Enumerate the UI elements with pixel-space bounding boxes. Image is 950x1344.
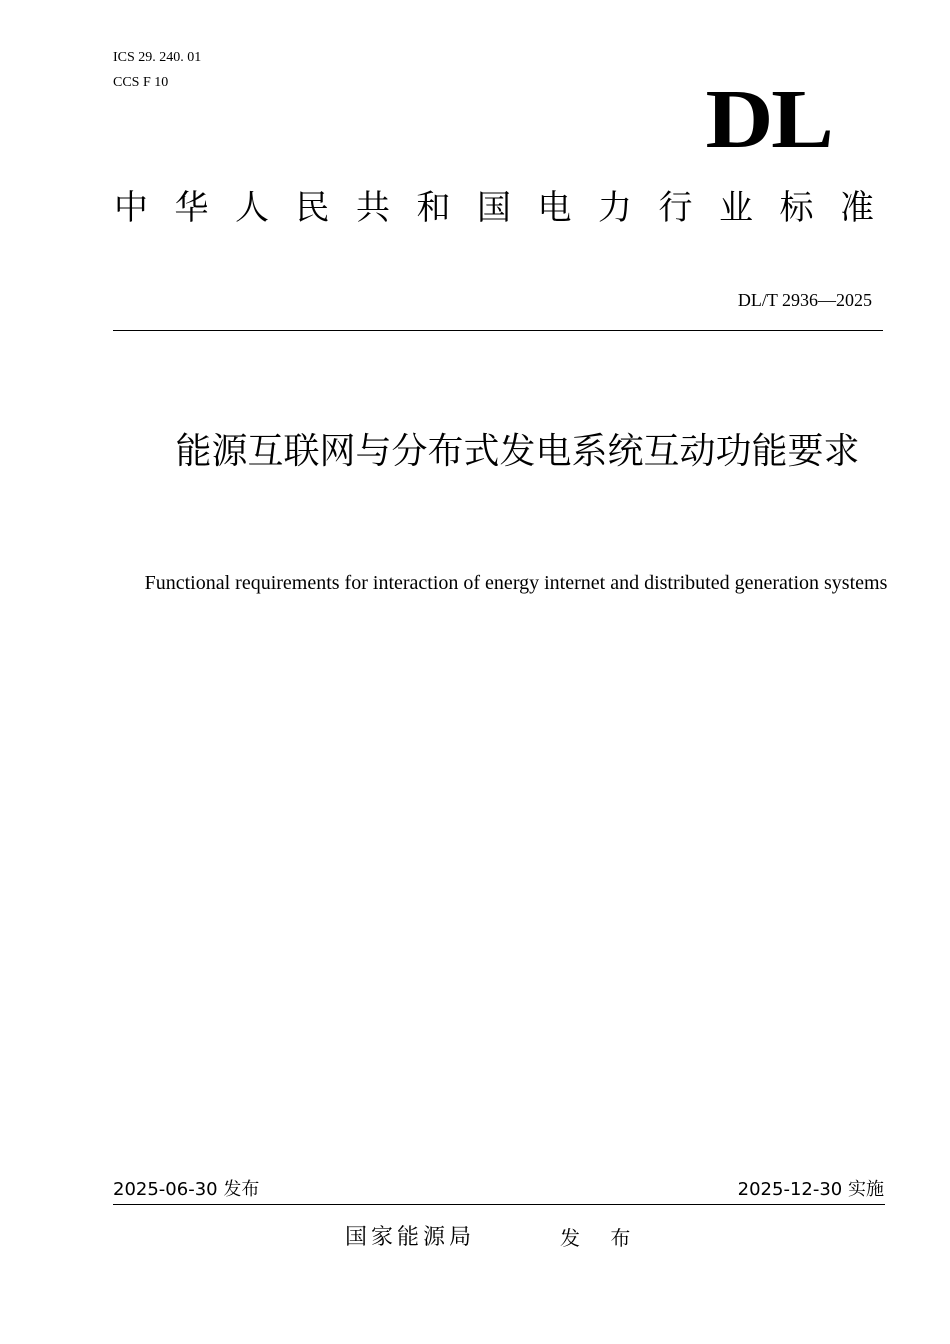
standard-class-heading [114,186,874,230]
header-divider [113,330,883,331]
dl-logo: DL [705,73,832,166]
title-english: Functional requirements for interaction of energy internet and distributed generation systems [144,572,888,594]
standard-number: DL/T 2936—2025 [737,290,872,310]
ccs-code: CCS F 10 [113,75,169,90]
publish-label: 发 布 [560,1226,643,1250]
standard-class-char: 力 [598,188,632,228]
footer-divider [113,1204,885,1205]
standard-class-char: 华 [174,188,209,228]
issue-date: 2025-06-30 发布 [113,1179,260,1200]
standard-class-char: 行 [658,188,693,228]
standard-class-char: 民 [295,188,330,228]
standard-class-char: 标 [779,188,814,228]
standard-class-char: 电 [537,188,572,228]
standard-class-char: 准 [840,188,874,228]
title-chinese: 能源互联网与分布式发电系统互动功能要求 [175,431,860,472]
standard-class-char: 国 [477,188,511,228]
standard-class-char: 人 [235,188,269,228]
standard-class-char: 共 [356,188,390,228]
standard-class-char: 业 [719,188,753,228]
standard-class-char: 和 [416,188,451,228]
standard-class-char: 中 [114,188,148,228]
ics-code: ICS 29. 240. 01 [113,50,202,65]
implementation-date: 2025-12-30 实施 [737,1179,884,1200]
publisher-name: 国家能源局 [345,1225,476,1250]
